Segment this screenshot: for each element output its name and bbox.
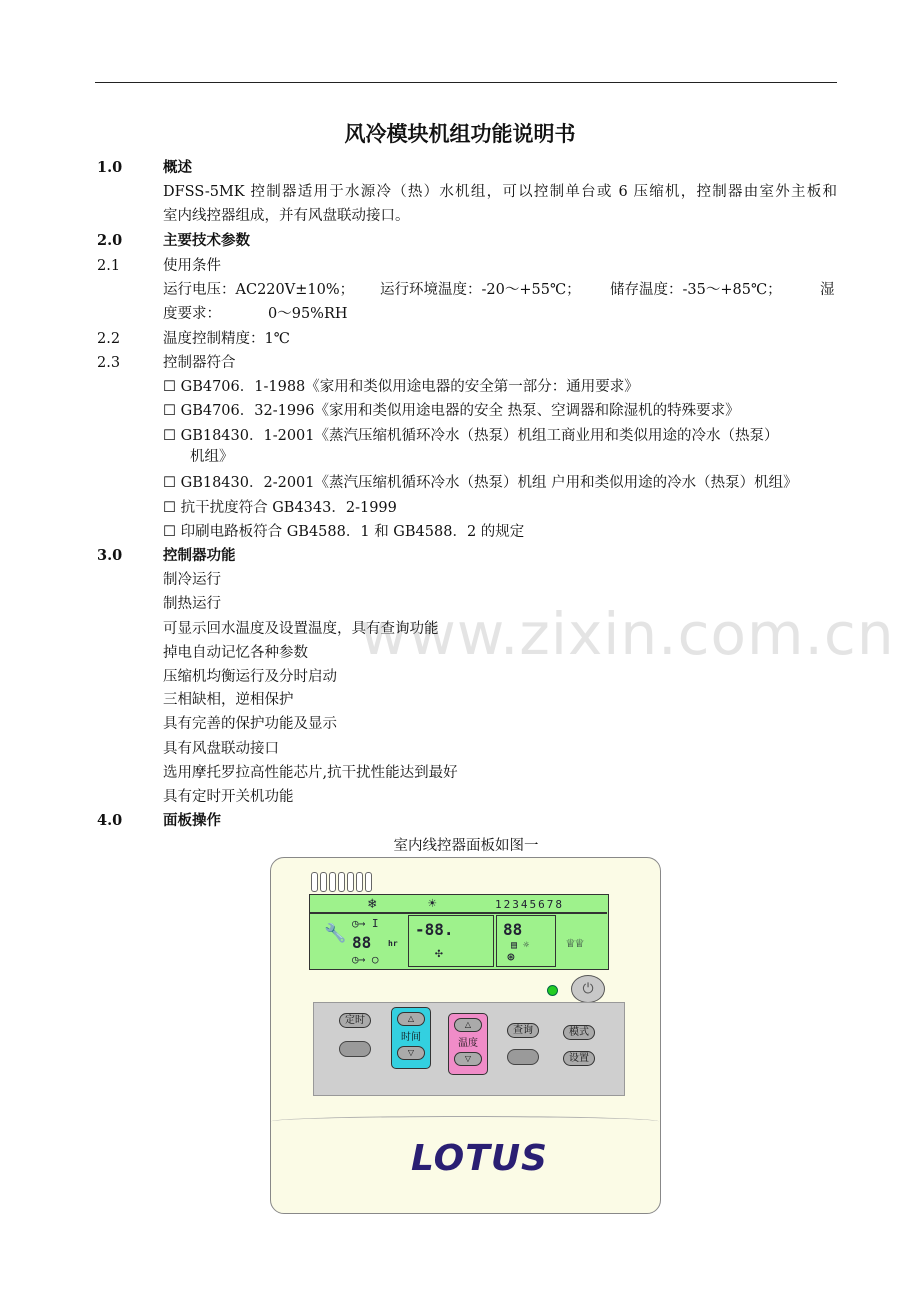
figure-caption: 室内线控器面板如图一 [393, 838, 539, 854]
lotus-logo: LOTUS [411, 1138, 548, 1179]
standard-item-cont: 机组》 [190, 449, 234, 465]
s1-para-line2: 室内线控器组成，并有风盘联动接口。 [163, 208, 410, 224]
vent-slot [347, 872, 354, 892]
vent-slot [338, 872, 345, 892]
s1-para-line1: DFSS-5MK 控制器适用于水源冷（热）水机组，可以控制单台或 6 压缩机，控制器由室外主板和 [163, 184, 837, 200]
function-item: 压缩机均衡运行及分时启动 [163, 669, 337, 685]
s23-heading: 控制器符合 [163, 355, 236, 371]
query-button[interactable]: 查询 [507, 1023, 539, 1038]
standard-item: ☐ 印刷电路板符合 GB4588．1 和 GB4588．2 的规定 [163, 524, 525, 540]
standard-item: ☐ GB4706．1-1988《家用和类似用途电器的安全第一部分：通用要求》 [163, 379, 639, 395]
storage-temp-spec: 储存温度：-35～+85℃； [610, 282, 782, 298]
vent-slot [329, 872, 336, 892]
return-temp-cell [408, 915, 494, 967]
s23-num: 2.3 [97, 355, 121, 371]
time-key-group [391, 1007, 431, 1069]
vent-slot [365, 872, 372, 892]
standard-item: ☐ GB18430．1-2001《蒸汽压缩机循环冷水（热泵）机组工商业用和类似用途的冷水（热泵） [163, 428, 779, 444]
function-item: 三相缺相，逆相保护 [163, 692, 294, 708]
s1-num: 1.0 [97, 159, 123, 176]
function-item: 制冷运行 [163, 572, 221, 588]
voltage-spec: 运行电压：AC220V±10%； [163, 282, 355, 298]
power-button[interactable]: ⏻ [571, 975, 605, 1003]
s3-num: 3.0 [97, 547, 123, 564]
s1-heading: 概述 [163, 159, 192, 176]
vent-slot [356, 872, 363, 892]
vent-slot [311, 872, 318, 892]
controller-panel-figure [270, 857, 661, 1214]
function-item: 具有定时开关机功能 [163, 789, 294, 805]
standard-item: ☐ 抗干扰度符合 GB4343．2-1999 [163, 500, 397, 516]
s2-num: 2.0 [97, 232, 123, 249]
s2-heading: 主要技术参数 [163, 232, 250, 249]
set-temp-digits: 88 [503, 920, 523, 939]
watermark: www.zixin.com.cn [360, 600, 895, 668]
s4-heading: 面板操作 [163, 812, 221, 829]
page-title: 风冷模块机组功能说明书 [344, 121, 576, 146]
query-key[interactable] [507, 1049, 539, 1065]
wrench-icon: 🔧 [324, 923, 347, 944]
humidity-label: 度要求： [163, 306, 221, 322]
return-temp-digits: -88. [415, 920, 454, 939]
function-item: 选用摩托罗拉高性能芯片,抗干扰性能达到最好 [163, 765, 458, 781]
function-item: 可显示回水温度及设置温度，具有查询功能 [163, 621, 439, 637]
temp-key-group [448, 1013, 488, 1075]
compressor-icons: ♕♕ [566, 933, 585, 951]
humidity-value: 0～95%RH [268, 306, 348, 322]
humidity-spec-start: 湿 [820, 282, 835, 298]
mode-button[interactable]: 模式 [563, 1025, 595, 1040]
hr-label: hr [388, 939, 398, 948]
s21-heading: 使用条件 [163, 258, 221, 274]
set-temp-cell [496, 915, 556, 967]
temp-label: 温度 [458, 1038, 478, 1049]
function-item: 掉电自动记忆各种参数 [163, 645, 308, 661]
s3-heading: 控制器功能 [163, 547, 236, 564]
standard-item: ☐ GB4706．32-1996《家用和类似用途电器的安全 热泵、空调器和除湿机的特殊要求》 [163, 403, 740, 419]
temp-precision: 温度控制精度：1℃ [163, 331, 290, 347]
time-down-button[interactable]: ▽ [397, 1046, 425, 1060]
timer-digits: 88 [352, 933, 372, 952]
function-item: 具有风盘联动接口 [163, 741, 279, 757]
panel-cover-line [271, 1116, 659, 1127]
snowflake-icon: ❄ [368, 896, 377, 912]
timer-key[interactable] [339, 1041, 371, 1057]
clock-on-icon: ◷→ I [352, 917, 379, 930]
set-button[interactable]: 设置 [563, 1051, 595, 1066]
compressor-numbers: 12345678 [495, 898, 564, 911]
temp-up-button[interactable]: △ [454, 1018, 482, 1032]
temp-down-button[interactable]: ▽ [454, 1052, 482, 1066]
header-rule [95, 82, 837, 83]
power-led [547, 985, 558, 996]
vent-slot [320, 872, 327, 892]
timer-button[interactable]: 定时 [339, 1013, 371, 1028]
standard-item: ☐ GB18430．2-2001《蒸汽压缩机循环冷水（热泵）机组 户用和类似用途的冷水（热泵）机组》 [163, 475, 798, 491]
time-label: 时间 [401, 1032, 421, 1043]
pump-icon: ⊛ [507, 950, 515, 965]
function-item: 制热运行 [163, 596, 221, 612]
keypad-area [313, 1002, 625, 1096]
lcd-divider [310, 912, 607, 914]
heater-icon: ▤ ☼ [511, 940, 530, 951]
fan-icon: ✣ [435, 946, 443, 961]
lcd-display [309, 894, 609, 970]
sun-icon: ☀ [428, 896, 437, 912]
function-item: 具有完善的保护功能及显示 [163, 716, 337, 732]
clock-off-icon: ◷→ ○ [352, 953, 379, 966]
s4-num: 4.0 [97, 812, 123, 829]
s22-num: 2.2 [97, 331, 121, 347]
ambient-temp-spec: 运行环境温度：-20～+55℃； [380, 282, 581, 298]
s21-num: 2.1 [97, 258, 121, 274]
time-up-button[interactable]: △ [397, 1012, 425, 1026]
